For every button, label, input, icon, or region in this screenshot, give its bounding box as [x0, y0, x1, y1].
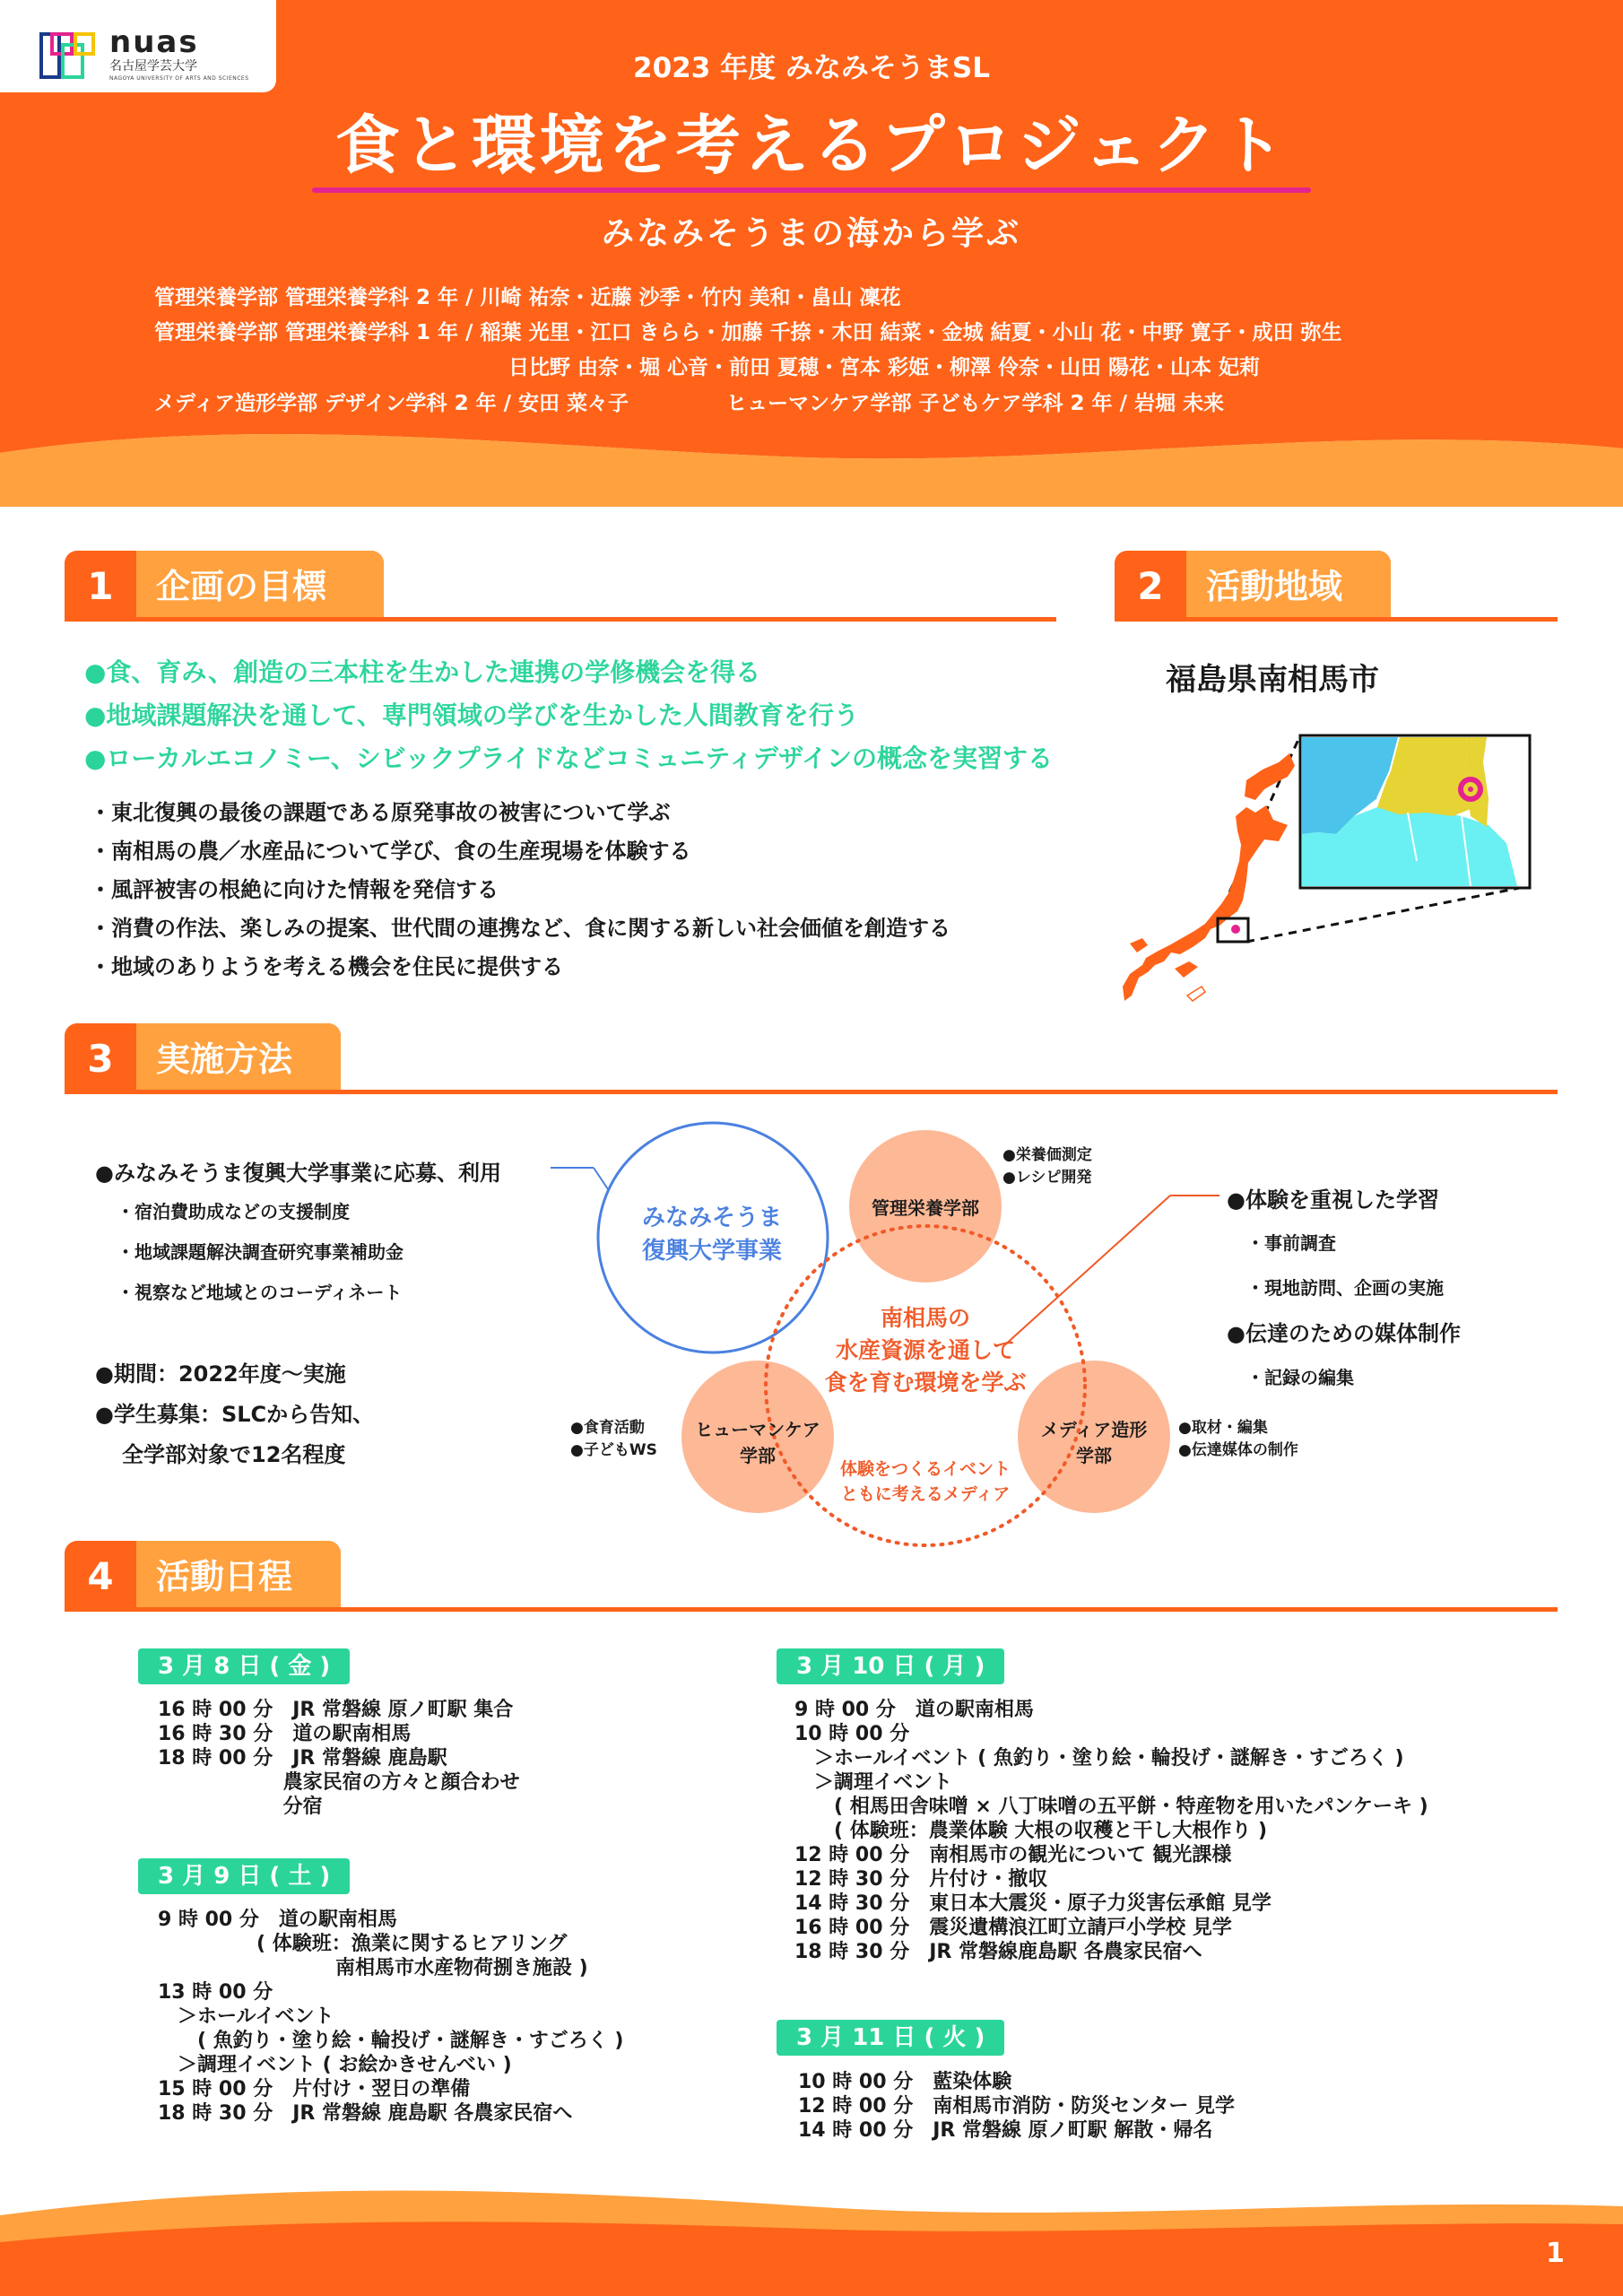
schedule-line: ( 体験班：農業体験 大根の収穫と干し大根作り ): [794, 1820, 1268, 1842]
section-rule: [65, 1607, 1558, 1612]
note-item: ●食育活動: [570, 1419, 645, 1437]
section-label-box: [136, 551, 384, 617]
section-label: 企画の目標: [156, 567, 327, 606]
schedule-line: 10 時 00 分: [794, 1723, 910, 1745]
schedule-line: ( 相馬田舎味噌 × 八丁味噌の五平餅・特産物を用いたパンケーキ ): [794, 1796, 1428, 1818]
schedule-line: 農家民宿の方々と顔合わせ: [158, 1771, 520, 1794]
schedule-list: [158, 1698, 520, 1819]
method-item: ・地域課題解決調査研究事業補助金: [117, 1241, 404, 1263]
kanri-circle-label: 管理栄養学部: [872, 1197, 979, 1219]
schedule-line: 16 時 00 分 JR 常磐線 原ノ町駅 集合: [158, 1699, 514, 1721]
schedule-line: ＞調理イベント: [794, 1771, 953, 1794]
schedule-line: 18 時 00 分 JR 常磐線 鹿島駅: [158, 1747, 447, 1770]
fukko-label-line: 復興大学事業: [641, 1238, 782, 1265]
right-item: ・事前調査: [1246, 1232, 1336, 1254]
schedule-line: 南相馬市水産物荷捌き施設 ): [158, 1957, 588, 1979]
period-text: ●期間：2022年度〜実施: [95, 1361, 346, 1387]
bullet-item: ・地域のありようを考える機会を住民に提供する: [90, 954, 563, 979]
schedule-line: ＞ホールイベント ( 魚釣り・塗り絵・輪投げ・謎解き・すごろく ): [794, 1747, 1404, 1770]
schedule-line: 9 時 00 分 道の駅南相馬: [794, 1699, 1034, 1721]
human-circle-label-line: ヒューマンケア: [695, 1419, 820, 1440]
schedule-line: 18 時 30 分 JR 常磐線 鹿島駅 各農家民宿へ: [158, 2102, 573, 2125]
media-circle-label-line: メディア造形: [1040, 1419, 1148, 1440]
author-line: 管理栄養学部 管理栄養学科 2 年 / 川崎 祐奈・近藤 沙季・竹内 美和・畠山 凜花: [154, 286, 901, 309]
schedule-line: 12 時 00 分 南相馬市の観光について 観光課様: [794, 1844, 1232, 1866]
schedule-line: 9 時 00 分 道の駅南相馬: [158, 1909, 397, 1931]
main-title: 食と環境を考えるプロジェクト: [334, 108, 1289, 183]
day-badge: 3 月 10 日 ( 月 ): [777, 1648, 1004, 1684]
schedule-line: 15 時 00 分 片付け・翌日の準備: [158, 2078, 471, 2100]
schedule-line: 10 時 00 分 藍染体験: [798, 2071, 1012, 2093]
method-item: ・宿泊費助成などの支援制度: [117, 1201, 350, 1222]
bottom-label: [791, 1457, 1060, 1507]
section-number: 4: [87, 1554, 114, 1598]
center-label: [791, 1302, 1060, 1399]
note-item: ●子どもWS: [570, 1441, 657, 1459]
section-label: 活動日程: [156, 1557, 293, 1596]
section-rule: [1115, 617, 1558, 622]
title-underline: [312, 187, 1311, 193]
footer-wave: [0, 2179, 1623, 2296]
schedule-line: 分宿: [158, 1796, 323, 1818]
goal-item: ●ローカルエコノミー、シビックプライドなどコミュニティデザインの概念を実習する: [84, 744, 1054, 773]
right-item: ・記録の編集: [1246, 1367, 1354, 1388]
day-badge: 3 月 9 日 ( 土 ): [138, 1858, 350, 1894]
place-name: 福島県南相馬市: [1166, 662, 1379, 698]
human-notes: [570, 1417, 657, 1462]
section-rule: [65, 1090, 1558, 1094]
bottom-label-line: ともに考えるメディア: [840, 1484, 1011, 1504]
day-badge: 3 月 11 日 ( 火 ): [777, 2020, 1004, 2056]
logo-subtext-en: NAGOYA UNIVERSITY OF ARTS AND SCIENCES: [109, 75, 249, 82]
fukko-label: [628, 1199, 796, 1265]
schedule-line: 12 時 30 分 片付け・撤収: [794, 1868, 1048, 1891]
section-number: 1: [87, 564, 114, 608]
schedule-line: ＞ホールイベント: [158, 2005, 334, 2028]
human-circle-label-line: 学部: [740, 1445, 776, 1466]
section-label-box: [1186, 551, 1391, 617]
section-number: 3: [87, 1037, 114, 1081]
recruit-text-2: 全学部対象で12名程度: [122, 1442, 346, 1467]
section-label-box: [136, 1541, 341, 1607]
center-label-line: 食を育む環境を学ぶ: [824, 1370, 1027, 1396]
logo-subtext: 名古屋学芸大学: [109, 59, 197, 74]
section-4-heading: [65, 1541, 341, 1607]
fukko-label-line: みなみそうま: [641, 1205, 782, 1231]
schedule-list: [794, 1698, 1428, 1964]
schedule-list: [798, 2070, 1235, 2143]
goal-item: ●地域課題解決を通して、専門領域の学びを生かした人間教育を行う: [84, 700, 859, 730]
author-line: メディア造形学部 デザイン学科 2 年 / 安田 菜々子: [154, 392, 629, 415]
right-heading: ●伝達のための媒体制作: [1227, 1321, 1461, 1346]
schedule-line: 14 時 30 分 東日本大震災・原子力災害伝承館 見学: [794, 1892, 1271, 1915]
method-heading: ●みなみそうま復興大学事業に応募、利用: [95, 1161, 501, 1186]
schedule-line: 18 時 30 分 JR 常磐線鹿島駅 各農家民宿へ: [794, 1941, 1202, 1963]
right-item: ・現地訪問、企画の実施: [1246, 1277, 1444, 1299]
note-item: ●取材・編集: [1178, 1419, 1268, 1437]
section-label: 活動地域: [1206, 567, 1343, 606]
note-item: ●レシピ開発: [1002, 1169, 1092, 1187]
note-item: ●栄養価測定: [1002, 1146, 1092, 1164]
section-number: 2: [1137, 564, 1164, 608]
schedule-line: ＞調理イベント ( お絵かきせんべい ): [158, 2054, 512, 2076]
schedule-line: 14 時 00 分 JR 常磐線 原ノ町駅 解散・帰名: [798, 2119, 1213, 2142]
schedule-line: 13 時 00 分: [158, 1981, 273, 2004]
section-label: 実施方法: [156, 1039, 293, 1079]
sub-title: みなみそうまの海から学ぶ: [601, 215, 1021, 252]
section-2-heading: [1115, 551, 1391, 617]
media-notes: [1178, 1417, 1298, 1462]
note-item: ●伝達媒体の制作: [1178, 1441, 1298, 1459]
section-1-heading: [65, 551, 384, 617]
recruit-text: ●学生募集：SLCから告知、: [95, 1402, 375, 1427]
bottom-label-line: 体験をつくるイベント: [839, 1459, 1011, 1479]
author-line: 日比野 由奈・堀 心音・前田 夏穂・宮本 彩姫・柳澤 伶奈・山田 陽花・山本 妃莉: [508, 356, 1261, 379]
bullet-item: ・風評被害の根絶に向けた情報を発信する: [90, 877, 499, 902]
year-line: 2023 年度 みなみそうまSL: [633, 52, 990, 84]
schedule-line: 12 時 00 分 南相馬市消防・防災センター 見学: [798, 2095, 1235, 2118]
day-badge: 3 月 8 日 ( 金 ): [138, 1648, 350, 1684]
schedule-line: 16 時 30 分 道の駅南相馬: [158, 1723, 412, 1745]
method-item: ・視察など地域とのコーディネート: [117, 1282, 403, 1303]
schedule-line: ( 魚釣り・塗り絵・輪投げ・謎解き・すごろく ): [158, 2030, 624, 2052]
logo-text: nuas: [109, 24, 199, 60]
goal-item: ●食、育み、創造の三本柱を生かした連携の学修機会を得る: [84, 657, 761, 687]
header-banner: [0, 0, 1623, 507]
schedule-line: 16 時 00 分 震災遺構浪江町立請戸小学校 見学: [794, 1917, 1232, 1939]
section-3-heading: [65, 1023, 341, 1090]
japan-map-icon: [1112, 726, 1542, 1013]
right-heading: ●体験を重視した学習: [1227, 1187, 1439, 1213]
bullet-item: ・南相馬の農／水産品について学び、食の生産現場を体験する: [90, 839, 691, 864]
page-number: 1: [1546, 2238, 1565, 2269]
bullet-item: ・東北復興の最後の課題である原発事故の被害について学ぶ: [90, 800, 671, 825]
schedule-list: [158, 1908, 623, 2126]
section-rule: [65, 617, 1056, 622]
schedule-line: ( 体験班：漁業に関するヒアリング: [158, 1933, 568, 1955]
media-circle-label-line: 学部: [1076, 1445, 1112, 1466]
center-label-line: 水産資源を通して: [835, 1337, 1015, 1363]
author-line: ヒューマンケア学部 子どもケア学科 2 年 / 岩堀 未来: [726, 392, 1224, 415]
author-line: 管理栄養学部 管理栄養学科 1 年 / 稲葉 光里・江口 きらら・加藤 千捺・木田 結菜・金城 結夏・小山 花・中野 寛子・成田 弥生: [154, 321, 1342, 344]
bullet-item: ・消費の作法、楽しみの提案、世代間の連携など、食に関する新しい社会価値を創造する: [90, 916, 950, 941]
kanri-notes: [1002, 1144, 1092, 1189]
section-label-box: [136, 1023, 341, 1090]
center-label-line: 南相馬の: [880, 1305, 970, 1331]
